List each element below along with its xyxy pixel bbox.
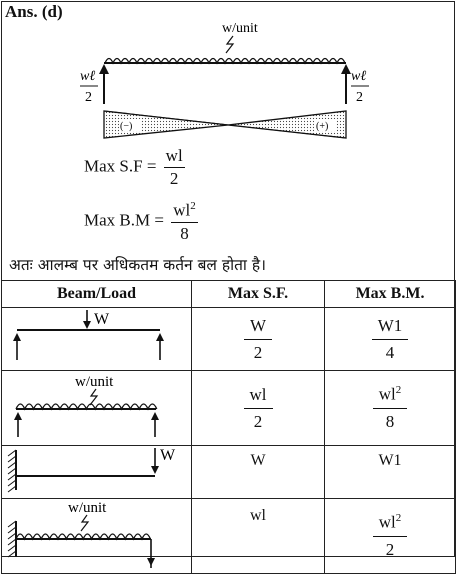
- max-bm-exp: 2: [190, 200, 196, 212]
- max-sf-label: Max S.F =: [84, 156, 157, 176]
- point-load-label: W: [93, 311, 109, 328]
- cantilever-udl-label: w/unit: [67, 500, 106, 516]
- header-beam-load: Beam/Load: [2, 281, 192, 308]
- max-sf-cell: $\frac{W}{2}$: [192, 308, 325, 371]
- max-bm-cell: W1: [325, 446, 456, 499]
- max-bm-cell: $\frac{wl^2}{2}$: [325, 499, 456, 574]
- left-reaction-den: 2: [85, 90, 92, 105]
- sfd-negative-sign: (−): [120, 121, 133, 132]
- table-header-row: [2, 281, 456, 308]
- sfd-positive-sign: (+): [316, 121, 329, 132]
- udl-label: w/unit: [74, 374, 113, 390]
- max-sf-den: 2: [164, 167, 185, 189]
- max-sf-cell: wl: [192, 499, 325, 574]
- header-max-sf: Max S.F.: [192, 281, 325, 308]
- table-row: [2, 308, 456, 371]
- udl-beam-figure: [0, 0, 459, 150]
- diagram-cell: [2, 446, 192, 499]
- max-bm-cell: $\frac{wl^2}{8}$: [325, 371, 456, 446]
- table-row: [2, 371, 456, 446]
- ss-point-load-diagram: [3, 308, 191, 365]
- end-load-label: W: [159, 447, 175, 464]
- max-sf-num: wl: [165, 146, 183, 165]
- answer-label: Ans. (d): [5, 2, 63, 21]
- load-label: w/unit: [222, 21, 258, 36]
- diagram-cell: [2, 308, 192, 371]
- load-pointer: [226, 36, 233, 53]
- max-sf-formula: [84, 146, 185, 189]
- table-row: [2, 499, 456, 574]
- max-sf-cell: $\frac{wl}{2}$: [192, 371, 325, 446]
- cantilever-udl-diagram: [3, 499, 191, 568]
- right-reaction-arrowhead: [341, 64, 351, 74]
- diagram-cell: [2, 371, 192, 446]
- max-bm-formula: [84, 200, 198, 244]
- right-reaction-den: 2: [356, 90, 363, 105]
- table-row: [2, 446, 456, 499]
- max-bm-num: wl: [173, 200, 191, 220]
- beam-table: [1, 280, 456, 574]
- diagram-cell: [2, 499, 192, 574]
- max-bm-den: 8: [171, 222, 198, 244]
- max-bm-cell: $\frac{W1}{4}$: [325, 308, 456, 371]
- left-reaction-arrowhead: [99, 64, 109, 74]
- left-reaction-num: wℓ: [80, 69, 96, 84]
- ss-udl-diagram: [3, 371, 191, 440]
- cantilever-point-load-diagram: [3, 446, 191, 493]
- conclusion-text: अतः आलम्ब पर अधिकतम कर्तन बल होता है।: [9, 256, 266, 274]
- max-sf-cell: W: [192, 446, 325, 499]
- right-reaction-num: wℓ: [351, 69, 367, 84]
- max-bm-label: Max B.M =: [84, 210, 164, 230]
- header-max-bm: Max B.M.: [325, 281, 456, 308]
